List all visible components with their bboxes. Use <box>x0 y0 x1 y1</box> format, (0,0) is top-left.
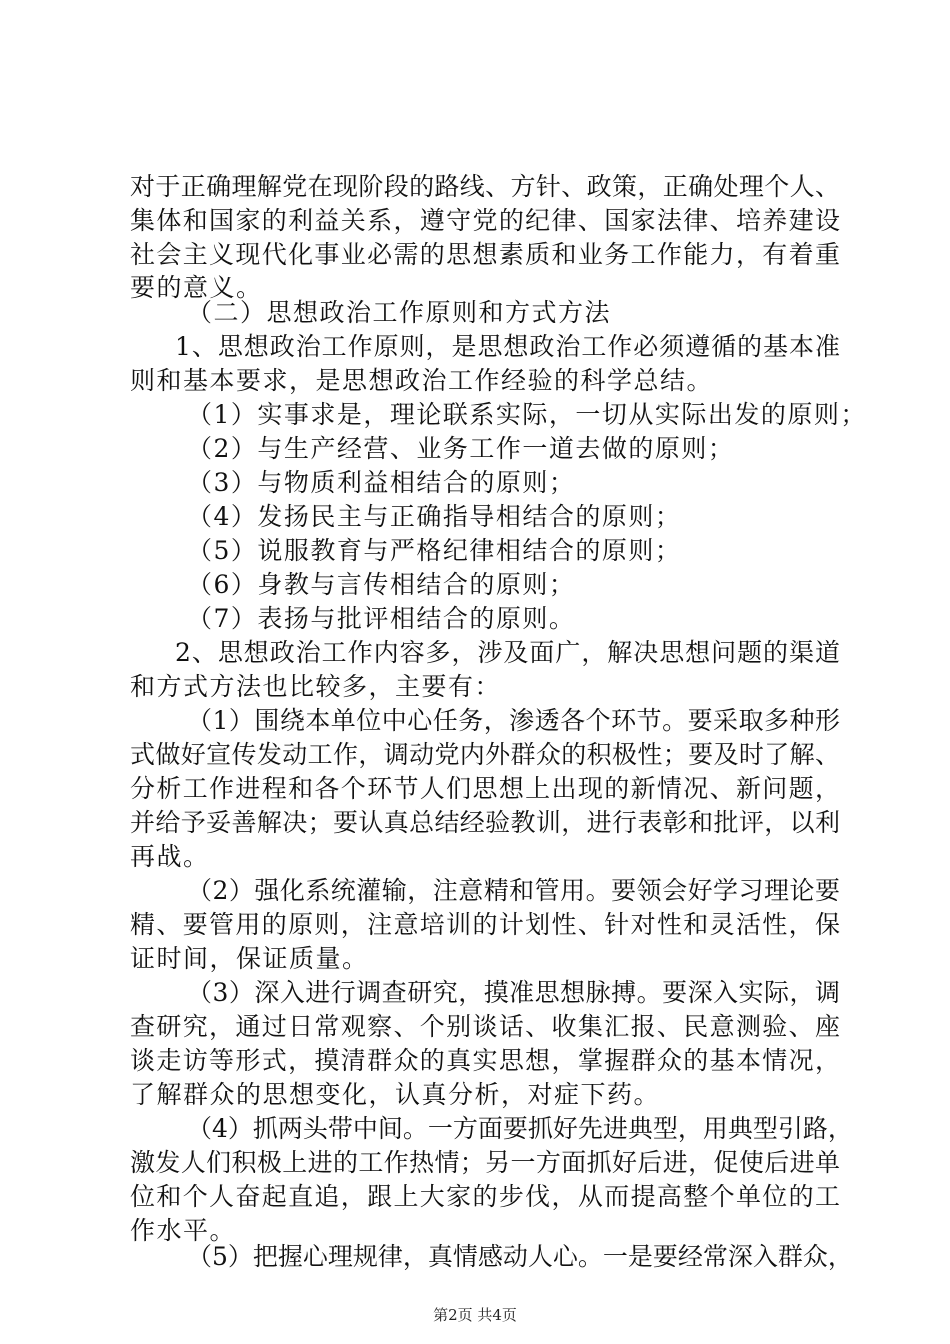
list-item: （6）身教与言传相结合的原则； <box>187 570 576 599</box>
paragraph-line: （5）把握心理规律，真情感动人心。一是要经常深入群众， <box>187 1242 853 1271</box>
paragraph-line: 再战。 <box>130 842 210 871</box>
paragraph-line: 要的意义。 <box>130 273 263 302</box>
list-item: （4）发扬民主与正确指导相结合的原则； <box>187 502 682 531</box>
page-number: 第2页 共4页 <box>433 1306 517 1324</box>
paragraph-line: 2、思想政治工作内容多，涉及面广，解决思想问题的渠道 <box>175 638 840 667</box>
paragraph-line: 集体和国家的利益关系，遵守党的纪律、国家法律、培养建设 <box>130 206 840 235</box>
paragraph-line: 则和基本要求，是思想政治工作经验的科学总结。 <box>130 366 714 395</box>
paragraph-line: 社会主义现代化事业必需的思想素质和业务工作能力，有着重 <box>130 240 840 269</box>
paragraph-line: （2）强化系统灌输，注意精和管用。要领会好学习理论要 <box>187 876 840 905</box>
paragraph-line: （4）抓两头带中间。一方面要抓好先进典型，用典型引路， <box>187 1114 853 1143</box>
paragraph-line: 1、思想政治工作原则，是思想政治工作必须遵循的基本准 <box>175 332 840 361</box>
paragraph-line: （1）围绕本单位中心任务，渗透各个环节。要采取多种形 <box>187 706 840 735</box>
paragraph-line: （3）深入进行调查研究，摸准思想脉搏。要深入实际，调 <box>187 978 840 1007</box>
paragraph-line: 并给予妥善解决；要认真总结经验教训，进行表彰和批评，以利 <box>130 808 840 837</box>
list-item: （2）与生产经营、业务工作一道去做的原则； <box>187 434 735 463</box>
section-heading: （二）思想政治工作原则和方式方法 <box>187 298 612 327</box>
paragraph-line: 位和个人奋起直追，跟上大家的步伐，从而提高整个单位的工 <box>130 1182 840 1211</box>
paragraph-line: 证时间，保证质量。 <box>130 944 369 973</box>
paragraph-line: 激发人们积极上进的工作热情；另一方面抓好后进，促使后进单 <box>130 1148 840 1177</box>
list-item: （5）说服教育与严格纪律相结合的原则； <box>187 536 682 565</box>
list-item: （3）与物质利益相结合的原则； <box>187 468 576 497</box>
paragraph-line: 分析工作进程和各个环节人们思想上出现的新情况、新问题， <box>130 774 840 803</box>
paragraph-line: 式做好宣传发动工作，调动党内外群众的积极性；要及时了解、 <box>130 740 840 769</box>
paragraph-line: 精、要管用的原则，注意培训的计划性、针对性和灵活性，保 <box>130 910 840 939</box>
paragraph-line: 对于正确理解党在现阶段的路线、方针、政策，正确处理个人、 <box>130 172 840 201</box>
paragraph-line: 作水平。 <box>130 1216 237 1245</box>
paragraph-line: 和方式方法也比较多，主要有： <box>130 672 502 701</box>
paragraph-line: 了解群众的思想变化，认真分析，对症下药。 <box>130 1080 661 1109</box>
paragraph-line: 谈走访等形式，摸清群众的真实思想，掌握群众的基本情况， <box>130 1046 840 1075</box>
paragraph-line: 查研究，通过日常观察、个别谈话、收集汇报、民意测验、座 <box>130 1012 840 1041</box>
list-item: （7）表扬与批评相结合的原则。 <box>187 604 576 633</box>
list-item: （1）实事求是，理论联系实际，一切从实际出发的原则； <box>187 400 867 429</box>
